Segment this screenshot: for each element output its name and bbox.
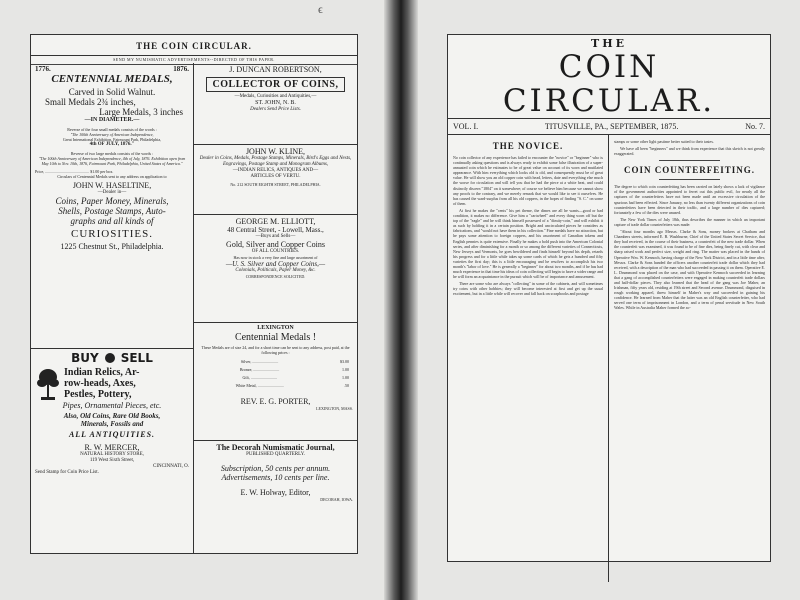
price-value: .50 bbox=[344, 383, 349, 388]
article-paragraph: There are some who are always "collecting" in some of the cabinets, and will sometimes try coins with other hobbies; they will become interested at first and get up the usual excitement, but in a little while will recover and fall back on scrapbooks and postage bbox=[453, 281, 603, 297]
plant-engraving-icon bbox=[35, 367, 61, 401]
elliott-line: OF ALL COUNTRIES. bbox=[251, 249, 300, 254]
decorah-editor: E. W. Holway, Editor, bbox=[240, 488, 311, 497]
ad-lexington bbox=[194, 323, 357, 441]
price-label: Gilt, .......................... bbox=[242, 375, 277, 380]
elliott-line: Colonials, Politicals, Paper Money, &c. bbox=[235, 268, 316, 273]
ad-kline bbox=[194, 145, 357, 215]
year-right: 1876. bbox=[173, 65, 189, 73]
article-body bbox=[453, 155, 603, 297]
ad-title: CENTENNIAL MEDALS, bbox=[51, 73, 173, 85]
relics-line: row-heads, Axes, bbox=[64, 378, 136, 389]
kline-address: No. 212 SOUTH EIGHTH STREET, PHILADELPHIA. bbox=[230, 182, 321, 187]
robertson-sub: —Medals, Curiosities and Antiquities,— bbox=[234, 94, 317, 99]
ornament-dot-icon bbox=[105, 353, 115, 363]
elliott-sub: —Buys and Sells— bbox=[255, 234, 296, 239]
price-value: 1.00 bbox=[342, 375, 349, 380]
kline-name: JOHN W. KLINE, bbox=[245, 147, 306, 156]
ad-price: Price, ............................................ $1.00 per box. bbox=[35, 169, 114, 174]
dealer-address: 1225 Chestnut St., Philadelphia. bbox=[60, 242, 164, 251]
year-left: 1776. bbox=[35, 65, 51, 73]
lexington-desc: These Medals are of size 24, and for a short time can be sent to any address, post paid, at the following prices : bbox=[201, 345, 350, 355]
elliott-line: CORRESPONDENCE SOLICITED. bbox=[245, 274, 306, 279]
relics-line: Minerals, Fossils and bbox=[80, 420, 144, 428]
ad-line: Large Medals, 3 inches bbox=[99, 107, 183, 117]
issue-number: No. 7. bbox=[745, 122, 765, 131]
dateline: TITUSVILLE, PA., SEPTEMBER, 1875. bbox=[544, 122, 679, 131]
lexington-title: Centennial Medals ! bbox=[234, 332, 317, 343]
decorah-sub: PUBLISHED QUARTERLY. bbox=[246, 452, 305, 457]
decorah-city: DECORAH, IOWA. bbox=[320, 497, 353, 502]
mercer-city: CINCINNATI, O. bbox=[153, 464, 189, 469]
dealer-goods: graphs and all kinds of bbox=[70, 216, 154, 226]
ad-desc: "The 100th Anniversary of American Independence, 4th of July, 1876. Exhibition open from May 10th to Nov. 10th, 1876, Fairmount Park, Philadelphia, United States of America." bbox=[38, 156, 186, 166]
ad-columns bbox=[31, 63, 357, 553]
ad-column-left bbox=[31, 63, 194, 553]
robertson-note: Dealers Send Price Lists. bbox=[250, 107, 301, 112]
ad-robertson bbox=[194, 63, 357, 145]
section-rule bbox=[659, 160, 719, 161]
price-row bbox=[200, 375, 351, 381]
article-novice bbox=[448, 135, 609, 582]
article-paragraph: stamps or some other light pastime better suited to their tastes. bbox=[614, 139, 714, 144]
ad-decorah bbox=[194, 441, 357, 541]
price-label: Silver, .......................... bbox=[240, 359, 279, 364]
dealer-goods: Coins, Paper Money, Minerals, bbox=[55, 196, 169, 206]
decorah-title: The Decorah Numismatic Journal, bbox=[216, 443, 335, 452]
mercer-store: NATURAL HISTORY STORE, bbox=[80, 452, 144, 457]
left-page bbox=[30, 34, 358, 554]
ad-desc: Circulars of Centennial Medals sent to any address on application to bbox=[57, 174, 167, 179]
article-heading: THE NOVICE. bbox=[492, 141, 564, 151]
price-value: $3.00 bbox=[340, 359, 349, 364]
ad-line: Carved in Solid Walnut. bbox=[68, 87, 156, 97]
elliott-name: GEORGE M. ELLIOTT, bbox=[235, 217, 316, 226]
right-page bbox=[447, 34, 771, 562]
article-paragraph: The degree to which coin counterfeiting has been carried on lately shows a lack of vigilance of the government authorities appointed to ferret out this public evil, for nearly all the captures of the counterfeiters have not been made until an excessive circulation of the spurious had been effected. Since January, no less than twenty different organizations of coin counterfeiters have been detected in their traffic, and a large number of dies captured; fortunately a few of the dies were unused. bbox=[614, 184, 765, 215]
section-rule bbox=[659, 179, 719, 180]
relics-line: Pipes, Ornamental Pieces, etc. bbox=[62, 401, 162, 410]
ad-elliott bbox=[194, 215, 357, 323]
relics-line: Also, Old Coins, Rare Old Books, bbox=[63, 412, 161, 420]
price-row bbox=[200, 383, 351, 389]
mercer-name: R. W. MERCER, bbox=[84, 443, 140, 452]
running-head: THE COIN CIRCULAR. bbox=[31, 35, 357, 56]
ad-desc: Great International Exhibition, Fairmount Park, Philadelphia, bbox=[62, 137, 162, 142]
masthead-title: COIN CIRCULAR. bbox=[502, 49, 716, 119]
price-label: White Metal, .......................... bbox=[235, 383, 284, 388]
kline-desc: Dealer in Coins, Medals, Postage Stamps, Minerals, Bird's Eggs and Nests, Engravings, Postage Stamp and Monogram Albums, bbox=[199, 156, 352, 167]
decorah-line: Subscription, 50 cents per annum. bbox=[220, 464, 331, 473]
elliott-street: 48 Central Street, - Lowell, Mass., bbox=[227, 226, 324, 234]
ad-buy-sell bbox=[31, 349, 193, 549]
ad-centennial-medals bbox=[31, 63, 193, 349]
ad-desc: 4th OF JULY, 1876." bbox=[89, 142, 135, 147]
kline-line: ARTICLES OF VERTU. bbox=[250, 174, 301, 179]
price-value: 1.00 bbox=[342, 367, 349, 372]
article-counterfeiting bbox=[609, 135, 770, 582]
sell-label: SELL bbox=[120, 351, 153, 365]
masthead-info bbox=[448, 118, 770, 134]
ads-note: SEND MY NUMISMATIC ADVERTISEMENTS--DIRECTED OF THIS PAPER. bbox=[31, 56, 357, 65]
article-paragraph: We have all been "beginners" and we think from experience that this sketch is not greatly exaggerated. bbox=[614, 146, 765, 157]
price-label: Bronze, .......................... bbox=[239, 367, 280, 372]
robertson-name: J. DUNCAN ROBERTSON, bbox=[229, 65, 322, 74]
volume-number: VOL. I. bbox=[453, 122, 479, 131]
price-row bbox=[200, 359, 351, 365]
price-row bbox=[200, 367, 351, 373]
ad-desc: Reverse of two large medals consists of the words : bbox=[70, 151, 154, 156]
porter-city: LEXINGTON, MASS. bbox=[316, 406, 353, 411]
robertson-banner: COLLECTOR OF COINS, bbox=[206, 77, 346, 92]
article-columns bbox=[448, 135, 770, 582]
buy-label: BUY bbox=[71, 351, 99, 365]
dealer-goods: Shells, Postage Stamps, Auto- bbox=[58, 206, 166, 216]
lexington-head: LEXINGTON bbox=[257, 325, 294, 331]
ad-line: Small Medals 2¾ inches, bbox=[45, 97, 136, 107]
robertson-city: ST. JOHN, N. B. bbox=[255, 100, 296, 106]
porter-name: REV. E. G. PORTER, bbox=[240, 397, 311, 406]
mercer-street: 119 West Sixth Street, bbox=[89, 458, 135, 463]
decorah-line: Advertisements, 10 cents per line. bbox=[221, 473, 330, 482]
curiosities-heading: CURIOSITIES. bbox=[71, 228, 153, 240]
kline-line: —INDIAN RELICS, ANTIQUES AND— bbox=[232, 168, 319, 173]
relics-line: Indian Relics, Ar- bbox=[64, 367, 140, 378]
article-paragraph: At first he makes the "cents" his pet theme, the dimes are all he wants—good or bad condition, it makes no difference. Give him a "cartwheel" and every thing worn off but the top of the "eagle" and he will think himself possessed of a "dimity-coin," and will exhibit it as such by holding it in a certain position. Bright and uncirculated pieces he considers as fabrications, and "would not have them in his collection." Fine medals have no attraction, but he pays some attention to foreign coppers, and his assortment of Canadian tokens and English pennies is quite extensive. Finally he makes a bold push into the American Colonial series, and after diminishing for a month or so among the different varieties of Connecticuts, New Jerseys and Vermonts, he goes bewildered and finds himself beyond his depth, retards his progress and for a little while takes up some cards of which he gets a hundred and fifty varieties the first day; this is a little encouraging and he resolves to accomplish his two month's "labor of love." He is generally a "beginner" for about two months, and if he has had much experience in that time his ideas of coin collecting will begin to have a wider range and he will form an acquaintance in the pursuit which will be of importance and amusement. bbox=[453, 207, 603, 280]
elliott-line: Gold, Silver and Copper Coins bbox=[226, 240, 325, 249]
article-heading: COIN COUNTERFEITING. bbox=[623, 165, 755, 176]
dealer-name: JOHN W. HASELTINE, bbox=[72, 181, 152, 190]
price-table bbox=[198, 357, 353, 391]
relics-line: Pestles, Pottery, bbox=[64, 389, 132, 400]
article-body bbox=[614, 184, 765, 310]
dealer-role: —Dealer in— bbox=[97, 190, 127, 195]
mercer-note: Send Stamp for Coin Price List. bbox=[35, 470, 99, 475]
ad-column-right bbox=[194, 63, 357, 553]
pencil-mark: ϵ bbox=[318, 2, 323, 16]
ad-desc: Reverse of the four small medals consists of the words : bbox=[67, 127, 157, 132]
ad-line: —IN DIAMETER.— bbox=[84, 117, 140, 123]
masthead-the: THE bbox=[591, 37, 627, 50]
antiquities-heading: ALL ANTIQUITIES. bbox=[68, 430, 156, 439]
elliott-line: Has now in stock a very fine and large assortment of bbox=[233, 255, 318, 260]
ad-desc: "The 100th Anniversary of American Independence, bbox=[70, 132, 154, 137]
book-spine bbox=[384, 0, 418, 600]
article-paragraph: No coin collector of any experience has failed to encounter the "novice" or "beginner" who is continually asking questions and is always ready to exhibit some false illustration of a super-annuated coin which he estimates to be of great value on account of its worn and mutilated appearance. With him everything which looks old is old, and consequently must be of great value. He will show you an old copper coin with head, letters, date and everything else much the worse for circulation and will tell you that he had the piece at a white heat, and could distinctly discern "1804" on it somewhere; of course we believe him because we cannot show any proofs to the contrary, and we merely remark that we would like to see it ourselves. He has caused the ward-surplus from all his old coppers, in the hopes of finding "S. C." on some of them. bbox=[453, 155, 603, 206]
elliott-line: —U. S. Silver and Copper Coins,— bbox=[225, 260, 326, 268]
article-paragraph: The New York Times of July 18th, thus describes the manner in which an important capture of trade dollar counterfeiters was made: bbox=[614, 216, 765, 227]
article-paragraph: "About four months ago Messrs. Clarke & Sons, money brokers at Chatham and Chambers streets, informed E. B. Washburne, Chief of the United States Secret Service, that they had received, in the course of their business, a counterfeit of the new trade dollar. When the counterfeit was examined, it was found to be of fine dies, being finely cut, with clear and sharp raised work and perfect size, weight and ring. The matter was placed in the hands of Operative Wm. W. Kennoch, having charge of the New York District, and in a little time after, Messrs. Clarke & Sons handed the officers another counterfeit trade dollar which they had received, with a description of the man who had succeeded in passing it on them. Operative E. L. Drummond was placed on the case, and with Operative Kennoch succeeded in learning that a gang of accomplished counterfeiters were engaged in making counterfeit trade dollars and half-dollar pieces. They also learned that the head of the gang was Joe Maher, an Irishman, fifty years old, residing at 19th street and Second avenue. Drummond, disguised in rough working apparel, threw himself in Maher's way and succeeded in gaining his confidence. He learned from Maher that the latter was an old English counterfeiter, who had served one term of imprisonment in London, and a term of penal servitude in New South Wales. While in Australia Maher formed the ac- bbox=[614, 229, 765, 311]
masthead bbox=[448, 35, 770, 135]
